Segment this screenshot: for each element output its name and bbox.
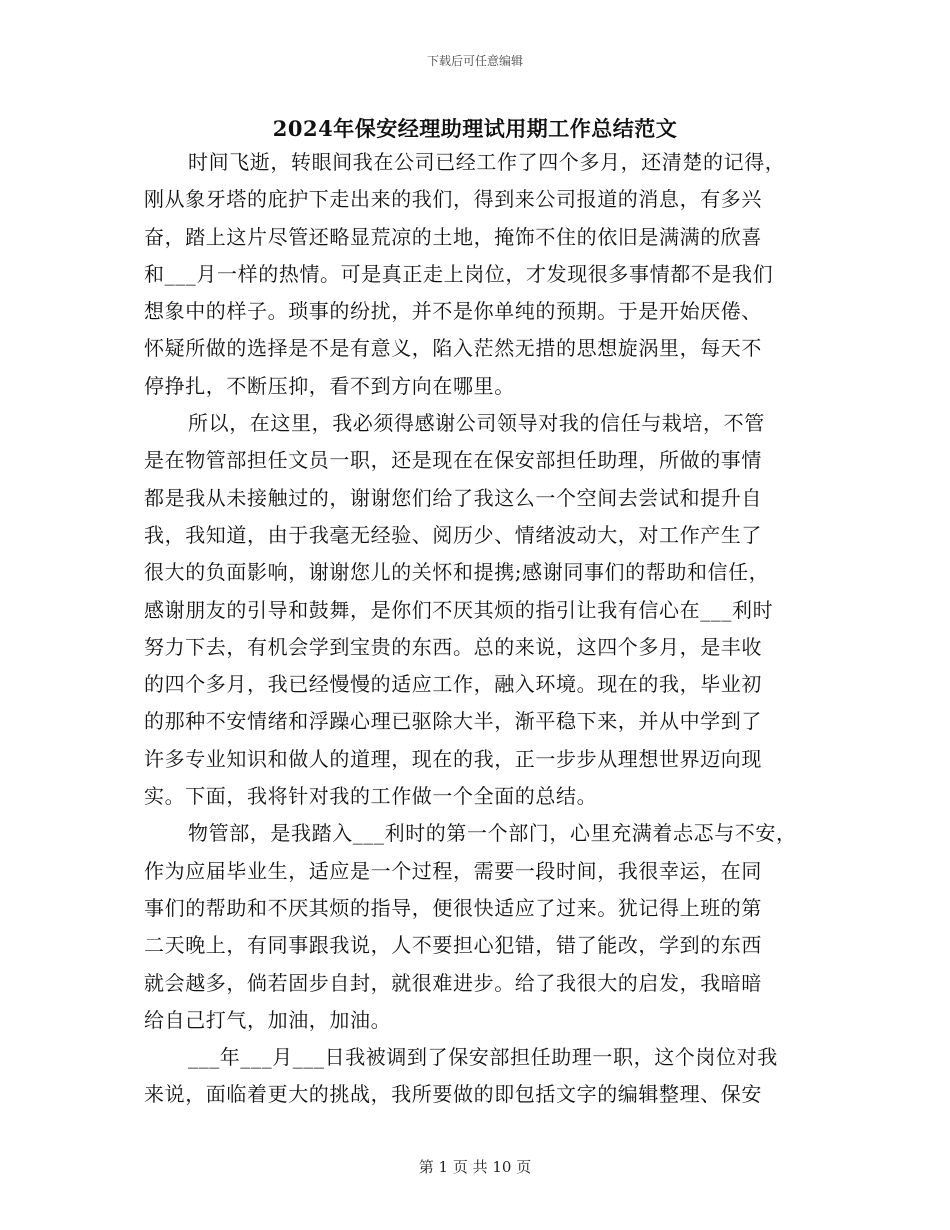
text-line: 给自己打气，加油，加油。 — [144, 1007, 392, 1032]
text-line: 怀疑所做的选择是不是有意义，陷入茫然无措的思想旋涡里，每天不 — [144, 336, 762, 361]
paragraph-4 — [144, 1039, 804, 1114]
paragraph-3 — [144, 815, 804, 1039]
text-line: 实。下面，我将针对我的工作做一个全面的总结。 — [144, 784, 598, 809]
document-body — [144, 144, 804, 1114]
header-note: 下载后可任意编辑 — [426, 54, 523, 68]
text-line: ___年___月___日我被调到了保安部担任助理一职，这个岗位对我 — [188, 1045, 778, 1070]
text-line: 物管部，是我踏入___利时的第一个部门，心里充满着忐忑与不安， — [188, 821, 797, 846]
text-line: 感谢朋友的引导和鼓舞，是你们不厌其烦的指引让我有信心在___利时 — [144, 597, 774, 622]
text-line: 的四个多月，我已经慢慢的适应工作，融入环境。现在的我，毕业初 — [144, 672, 762, 697]
text-line: 事们的帮助和不厌其烦的指导，便很快适应了过来。犹记得上班的第 — [144, 895, 762, 920]
text-line: 很大的负面影响，谢谢您儿的关怀和提携;感谢同事们的帮助和信任， — [144, 560, 770, 585]
text-line: 的那种不安情绪和浮躁心理已驱除大半，渐平稳下来，并从中学到了 — [144, 709, 762, 734]
text-line: 来说，面临着更大的挑战，我所要做的即包括文字的编辑整理、保安 — [144, 1082, 762, 1107]
text-line: 刚从象牙塔的庇护下走出来的我们，得到来公司报道的消息，有多兴 — [144, 187, 762, 212]
text-line: 作为应届毕业生，适应是一个过程，需要一段时间，我很幸运，在同 — [144, 858, 762, 883]
paragraph-2 — [144, 405, 804, 815]
text-line: 停挣扎，不断压抑，看不到方向在哪里。 — [144, 373, 515, 398]
text-line: 是在物管部担任文员一职，还是现在在保安部担任助理，所做的事情 — [144, 448, 762, 473]
text-line: 所以，在这里，我必须得感谢公司领导对我的信任与栽培，不管 — [188, 411, 765, 436]
text-line: 时间飞逝，转眼间我在公司已经工作了四个多月，还清楚的记得， — [188, 150, 786, 174]
text-line: 二天晚上，有同事跟我说，人不要担心犯错，错了能改，学到的东西 — [144, 933, 762, 958]
text-line: 想象中的样子。琐事的纷扰，并不是你单纯的预期。于是开始厌倦、 — [144, 299, 762, 324]
text-line: 奋，踏上这片尽管还略显荒凉的土地，掩饰不住的依旧是满满的欣喜 — [144, 224, 762, 249]
page-number: 第 1 页 共 10 页 — [418, 1158, 532, 1176]
text-line: 都是我从未接触过的，谢谢您们给了我这么一个空间去尝试和提升自 — [144, 485, 762, 510]
text-line: 和___月一样的热情。可是真正走上岗位，才发现很多事情都不是我们 — [144, 261, 774, 286]
text-line: 我，我知道，由于我毫无经验、阅历少、情绪波动大，对工作产生了 — [144, 522, 762, 547]
text-line: 就会越多，倘若固步自封，就很难进步。给了我很大的启发，我暗暗 — [144, 970, 762, 995]
text-line: 许多专业知识和做人的道理，现在的我，正一步步从理想世界迈向现 — [144, 746, 762, 771]
text-line: 努力下去，有机会学到宝贵的东西。总的来说，这四个多月，是丰收 — [144, 634, 762, 659]
document-title: 2024年保安经理助理试用期工作总结范文 — [272, 116, 678, 141]
paragraph-1 — [144, 144, 804, 405]
